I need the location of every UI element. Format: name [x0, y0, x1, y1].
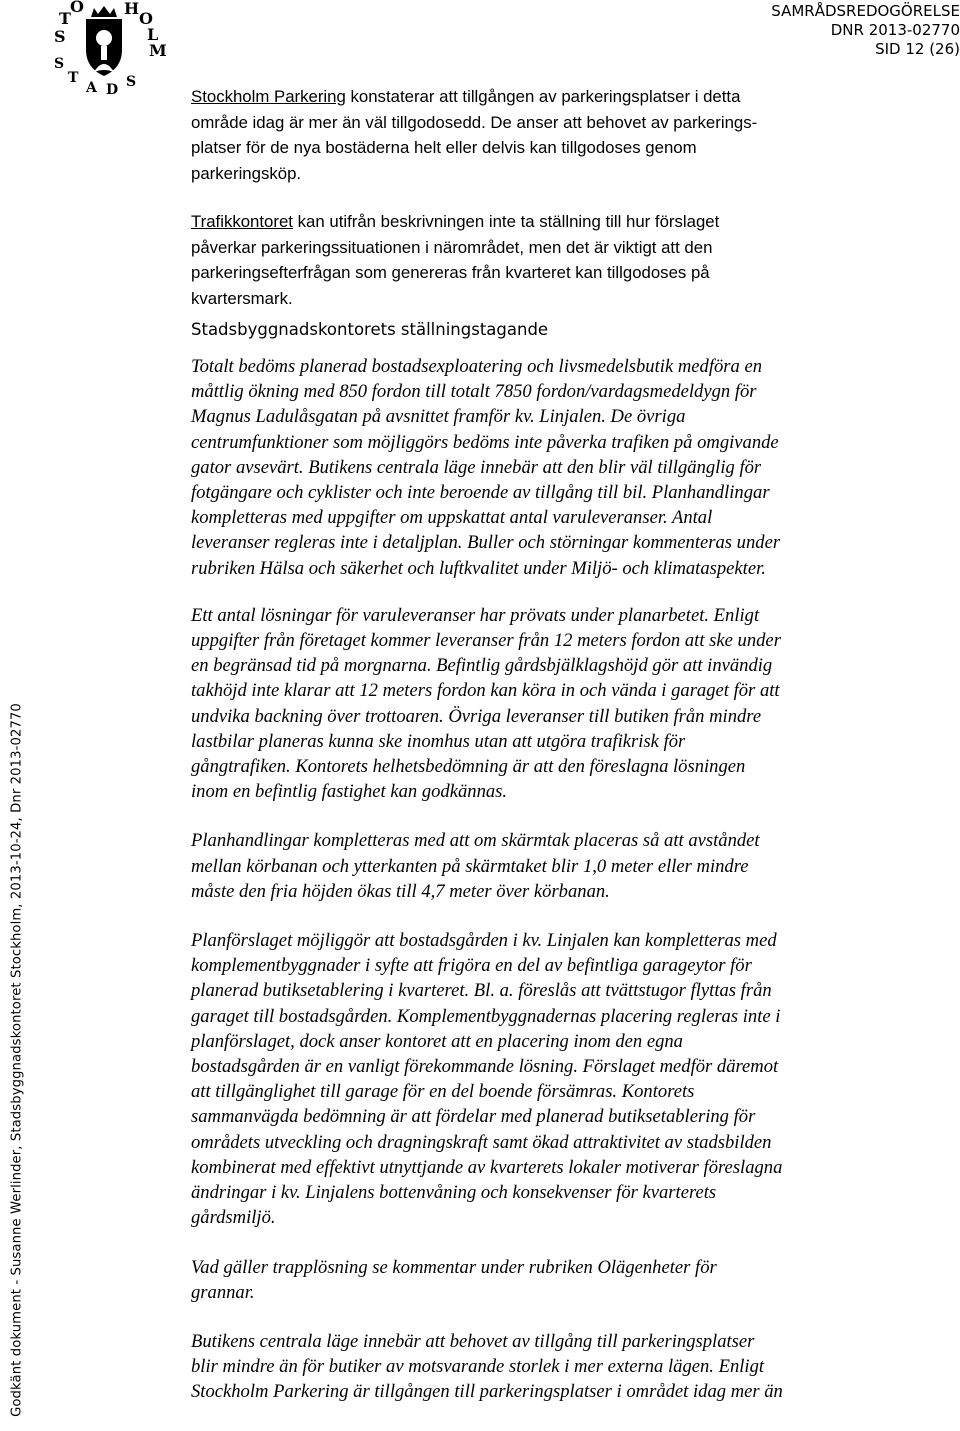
text-line: planförslaget, dock anser kontoret att en placering inom den egna: [191, 1030, 683, 1052]
text-line: ändringar i kv. Linjalens bottenvåning och konsekvenser för kvarterets: [191, 1182, 717, 1204]
text-line: kombinerat med effektivt utnyttjande av kvarterets lokaler motiverar föreslagna: [191, 1156, 783, 1178]
text-line: måste den fria höjden ökas till 4,7 meter över körbanan.: [191, 880, 610, 902]
text-line: kvartersmark.: [191, 288, 293, 308]
text-line: parkeringsefterfrågan som genereras från kvarteret kan tillgodoses på: [191, 263, 710, 282]
text-line: garaget till bostadsgården. Komplementbyggnadernas placering regleras inte i: [191, 1005, 781, 1027]
text-line: centrumfunktioner som möjliggörs bedöms inte påverka trafiken på omgivande: [191, 431, 779, 453]
text-line: gångtrafiken. Kontorets helhetsbedömning är att den föreslagna lösningen: [191, 756, 746, 778]
text-line: Magnus Ladulåsgatan på avsnittet framför kv. Linjalen. De övriga: [191, 406, 686, 428]
text-line: takhöjd inte klarar att 12 meters fordon kan köra in och vända i garaget för att: [191, 680, 780, 702]
text-line: en begränsad tid på morgnarna. Befintlig gårdsbjälklagshöjd gör att invändig: [191, 655, 773, 677]
actor-name: Trafikkontoret: [191, 212, 293, 231]
text-line: att tillgänglighet till garage för en del boende försämras. Kontorets: [191, 1081, 695, 1103]
text-line: blir mindre än för butiker av motsvarande storlek i mer externa lägen. Enligt: [191, 1356, 765, 1378]
text-line: Vad gäller trapplösning se kommentar under rubriken Olägenheter för: [191, 1256, 717, 1278]
logo-ring-char: D: [106, 82, 119, 98]
text-line: planerad butiksetablering i kvarteret. Bl. a. föreslås att tvättstugor flyttas från: [191, 980, 772, 1002]
logo-ring-char: M: [149, 41, 167, 60]
text-line: inom en befintlig fastighet kan godkännas.: [191, 781, 508, 803]
answer-paragraph: [191, 1255, 891, 1305]
text-line: mellan körbanan och ytterkanten på skärmtaket blir 1,0 meter eller mindre: [191, 855, 749, 877]
crown-icon: [91, 6, 117, 17]
text-line: gårdsmiljö.: [191, 1207, 276, 1229]
logo-ring-char: O: [139, 9, 153, 28]
text-line: parkeringsköp.: [191, 163, 302, 183]
logo-ring-char: S: [126, 74, 137, 90]
text-line: undvika backning över trottoaren. Övriga leveranser till butiken från mindre: [191, 705, 762, 727]
logo-ring-char: S: [54, 27, 66, 46]
text-line: komplementbyggnader i syfte att frigöra en del av befintliga garageytor för: [191, 955, 752, 977]
text-line: Stockholm Parkering är tillgången till parkeringsplatser i området idag mer än: [191, 1381, 783, 1403]
text-line: Planhandlingar kompletteras med att om skärmtak placeras så att avståndet: [191, 830, 760, 852]
text-line: sammanvägda bedömning är att fördelar med planerad butiksetablering för: [191, 1106, 756, 1128]
text-line: lastbilar planeras kunna ske inomhus utan att utgöra trafikrisk för: [191, 730, 686, 752]
text-line: område idag är mer än väl tillgodosedd. De anser att behovet av parkerings-: [191, 112, 758, 132]
paragraph-trafikkontoret: [191, 209, 891, 311]
answer-paragraph: [191, 1329, 891, 1405]
logo-ring-char: L: [147, 25, 159, 44]
logo-ring-char: O: [70, 0, 84, 16]
text-line: Planförslaget möjliggör att bostadsgården i kv. Linjalen kan kompletteras med: [191, 930, 777, 952]
text-line: konstaterar att tillgången av parkeringsplatser i detta: [350, 87, 741, 106]
logo-ring-char: T: [68, 70, 79, 86]
text-line: grannar.: [191, 1281, 255, 1303]
text-line: områdets utveckling och dragningskraft samt ökad attraktivitet av stadsbilden: [191, 1131, 772, 1153]
text-line: fotgängare och cyklister och inte beroende av tillgång till bil. Planhandlingar: [191, 482, 770, 504]
text-line: bostadsgården är en vanligt förekommande lösning. Förslaget medför däremot: [191, 1056, 779, 1078]
document-type: SAMRÅDSREDOGÖRELSE: [771, 2, 960, 20]
approval-side-note: [0, 0, 34, 1431]
approval-side-note-text: Godkänt dokument - Susanne Werlinder, Stadsbyggnadskontoret Stockholm, 2013-10-24, Dnr 2013-02770: [9, 703, 25, 1417]
text-line: Totalt bedöms planerad bostadsexploatering och livsmedelsbutik medföra en: [191, 356, 763, 377]
text-line: gator avsevärt. Butikens centrala läge innebär att den blir väl tillgänglig för: [191, 456, 762, 478]
text-line: måttlig ökning med 850 fordon till totalt 7850 fordon/vardagsmedeldygn för: [191, 381, 757, 403]
page-number: SID 12 (26): [875, 40, 960, 58]
document-header: [771, 2, 960, 59]
section-heading: Stadsbyggnadskontorets ställningstagande: [191, 320, 549, 339]
text-line: kan utifrån beskrivningen inte ta ställning till hur förslaget: [297, 212, 720, 231]
text-line: uppgifter från företaget kommer leveranser från 12 meters fordon att ske under: [191, 630, 781, 652]
answer-paragraph: [191, 828, 891, 904]
actor-name: Stockholm Parkering: [191, 87, 346, 106]
text-line: leveranser regleras inte i detaljplan. Buller och störningar kommenteras under: [191, 532, 781, 554]
document-body: [191, 84, 891, 1405]
logo-ring-char: S: [54, 56, 65, 72]
paragraph-stockholm-parkering: [191, 84, 891, 186]
text-line: påverkar parkeringssituationen i närområdet, men det är viktigt att den: [191, 237, 713, 257]
answer-paragraph: [191, 928, 891, 1230]
answer-paragraph: [191, 354, 891, 581]
logo-ring-char: A: [86, 80, 97, 96]
stockholm-stad-logo: [44, 0, 167, 102]
logo-ring-char: H: [124, 0, 140, 18]
answer-paragraph: [191, 603, 891, 805]
logo-ring-char: T: [59, 9, 71, 28]
registration-number: DNR 2013-02770: [830, 21, 960, 39]
text-line: kompletteras med uppgifter om uppskattat antal varuleveranser. Antal: [191, 507, 713, 529]
text-line: platser för de nya bostäderna helt eller delvis kan tillgodoses genom: [191, 138, 697, 157]
text-line: Ett antal lösningar för varuleveranser har prövats under planarbetet. Enligt: [191, 604, 760, 626]
text-line: rubriken Hälsa och säkerhet och luftkvalitet under Miljö- och klimataspekter.: [191, 557, 766, 579]
text-line: Butikens centrala läge innebär att behovet av tillgång till parkeringsplatser: [191, 1330, 755, 1352]
